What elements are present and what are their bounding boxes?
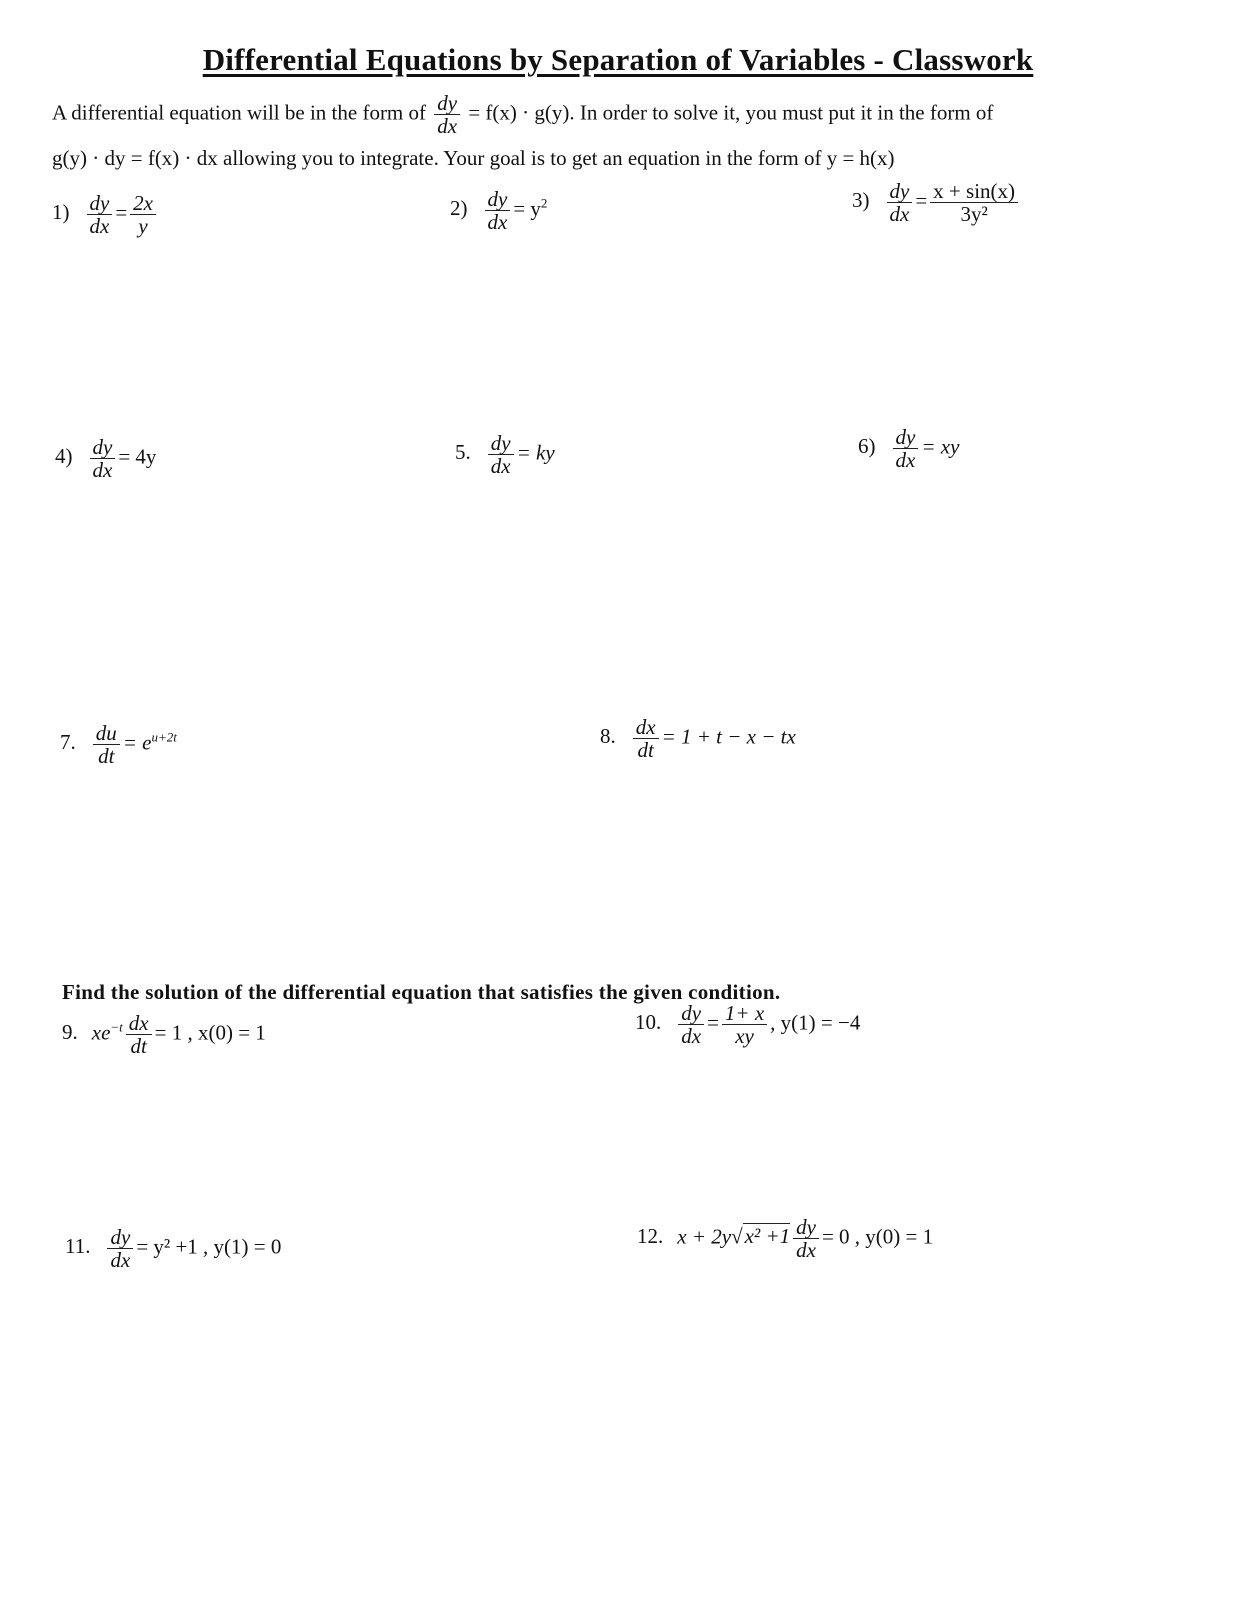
problem-8 — [600, 716, 796, 761]
intro-line-2: g(y) · dy = f(x) · dx allowing you to integrate. Your goal is to get an equation in the form of y = h(x) — [52, 146, 895, 170]
problem-10 — [635, 1002, 860, 1047]
denominator: dx — [437, 114, 458, 139]
denominator: dx — [92, 458, 113, 483]
fraction — [90, 436, 116, 481]
denominator: y — [138, 214, 148, 239]
numerator: 1+ x — [722, 1002, 767, 1025]
problem-number: 3) — [852, 188, 870, 213]
problem-number: 10. — [635, 1010, 662, 1035]
numerator: 2x — [130, 192, 156, 215]
fraction — [434, 92, 460, 137]
numerator: dy — [87, 192, 113, 215]
numerator: dx — [126, 1012, 152, 1035]
section-heading: Find the solution of the differential equation that satisfies the given condition. — [62, 980, 781, 1004]
fraction — [722, 1002, 767, 1047]
rhs: = xy — [921, 434, 960, 459]
fraction — [87, 192, 113, 237]
rhs: , y(1) = −4 — [770, 1010, 861, 1035]
numerator: dy — [485, 188, 511, 211]
problem-4 — [55, 436, 156, 481]
rhs: = 4y — [118, 444, 157, 469]
problem-2 — [450, 188, 547, 233]
problem-3 — [852, 180, 1021, 225]
problem-6 — [858, 426, 959, 471]
denominator: dx — [487, 210, 508, 235]
page-title: Differential Equations by Separation of Variables - Classwork — [202, 42, 1034, 77]
problem-number: 5. — [455, 440, 471, 465]
fraction — [633, 716, 659, 761]
problem-number: 1) — [52, 200, 70, 225]
problem-number: 12. — [637, 1224, 664, 1249]
denominator: dt — [637, 738, 654, 763]
numerator: dy — [793, 1216, 819, 1239]
denominator: 3y² — [960, 202, 988, 227]
radicand: x² +1 — [744, 1224, 791, 1249]
fraction — [93, 722, 120, 767]
problem-1 — [52, 192, 159, 237]
problem-number: 9. — [62, 1020, 78, 1045]
denominator: dx — [889, 202, 910, 227]
fraction — [126, 1012, 152, 1057]
problem-12 — [637, 1216, 933, 1261]
problem-11 — [65, 1226, 281, 1271]
numerator: dy — [434, 92, 460, 115]
problem-7 — [60, 722, 177, 767]
problem-number: 2) — [450, 196, 468, 221]
rhs: = e — [122, 730, 152, 755]
denominator: dx — [681, 1024, 702, 1049]
denominator: dt — [130, 1034, 147, 1059]
fraction — [130, 192, 156, 237]
denominator: dx — [89, 214, 110, 239]
term: x + 2y√ — [677, 1224, 743, 1249]
problem-number: 6) — [858, 434, 876, 459]
term: xe — [91, 1020, 111, 1045]
rhs: = ky — [516, 440, 555, 465]
numerator: dy — [893, 426, 919, 449]
intro-line-1 — [52, 92, 993, 137]
fraction — [107, 1226, 133, 1271]
problem-5 — [455, 432, 555, 477]
problem-number: 11. — [65, 1234, 91, 1259]
denominator: dx — [110, 1248, 131, 1273]
numerator: dy — [887, 180, 913, 203]
denominator: dx — [895, 448, 916, 473]
problem-9 — [62, 1012, 266, 1057]
denominator: dx — [490, 454, 511, 479]
fraction — [793, 1216, 819, 1261]
rhs: = 0 , y(0) = 1 — [821, 1224, 934, 1249]
fraction — [488, 432, 514, 477]
problem-number: 8. — [600, 724, 616, 749]
numerator: dy — [90, 436, 116, 459]
rhs: = y² +1 , y(1) = 0 — [136, 1234, 282, 1259]
fraction — [485, 188, 511, 233]
denominator: dx — [796, 1238, 816, 1263]
fraction — [678, 1002, 704, 1047]
intro-text: = f(x) · g(y). In order to solve it, you must put it in the form of — [468, 100, 994, 125]
exponent: u+2t — [151, 729, 177, 745]
problem-number: 4) — [55, 444, 73, 469]
numerator: dy — [107, 1226, 133, 1249]
numerator: dx — [633, 716, 659, 739]
problem-number: 7. — [60, 730, 76, 755]
exponent: 2 — [540, 195, 548, 211]
rhs: = 1 , x(0) = 1 — [154, 1020, 266, 1045]
fraction — [930, 180, 1018, 225]
equals: = — [915, 188, 928, 213]
numerator: du — [93, 722, 120, 745]
denominator: xy — [735, 1024, 754, 1049]
fraction — [893, 426, 919, 471]
equals: = — [707, 1010, 719, 1035]
numerator: dy — [678, 1002, 704, 1025]
intro-text: A differential equation will be in the form of — [52, 100, 427, 125]
rhs: = y — [513, 196, 541, 221]
exponent: −t — [110, 1019, 123, 1035]
equals: = — [115, 200, 128, 225]
fraction — [887, 180, 913, 225]
numerator: x + sin(x) — [930, 180, 1018, 203]
numerator: dy — [488, 432, 514, 455]
rhs: = 1 + t − x − tx — [661, 724, 796, 749]
denominator: dt — [98, 744, 115, 769]
